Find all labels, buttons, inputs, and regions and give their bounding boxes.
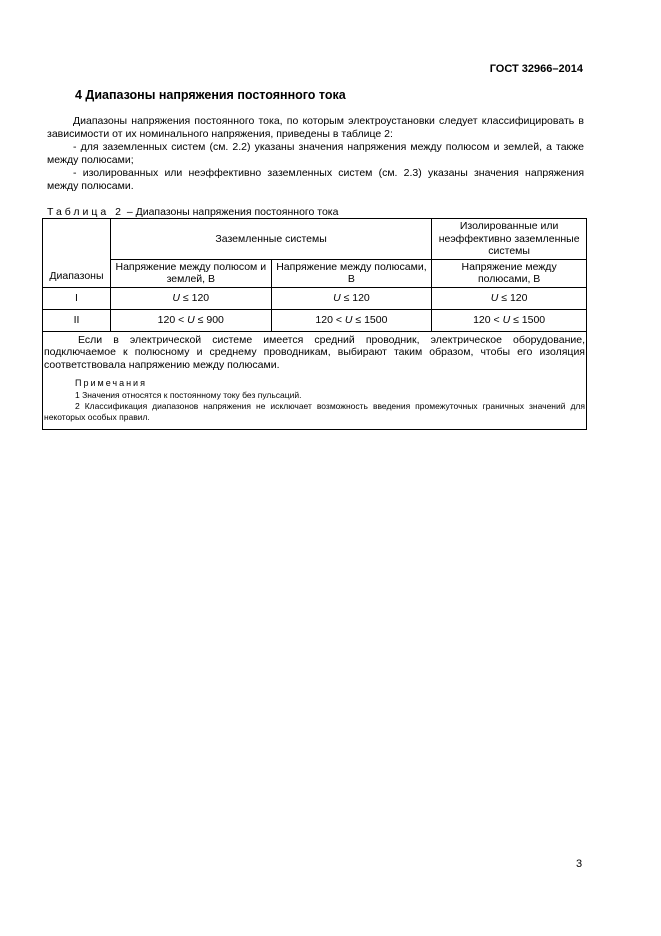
subheader-pole-ground: Напряжение между полюсом и землей, В [110, 259, 271, 287]
table-caption [47, 206, 338, 218]
table-caption-label: Таблица 2 [47, 206, 124, 218]
header-grounded: Заземленные системы [110, 219, 431, 260]
table-notes [43, 331, 587, 429]
subheader-isolated-poles: Напряжение между полюсами, В [432, 259, 587, 287]
paragraph-isolated: - изолированных или неэффективно заземленных систем (см. 2.3) указаны значения напряжения между полюсами. [47, 167, 584, 192]
note-2: 2 Классификация диапазонов напряжения не исключает возможность введения промежуточных граничных значений для некоторых особых правил. [44, 400, 585, 422]
table-row [43, 287, 587, 309]
header-ranges: Диапазоны [43, 219, 111, 288]
value-cell: U ≤ 120 [271, 287, 432, 309]
table-row [43, 309, 587, 331]
page-number: 3 [576, 858, 583, 870]
voltage-ranges-table [42, 218, 587, 430]
value-cell: 120 < U ≤ 1500 [271, 309, 432, 331]
subheader-poles: Напряжение между полюсами, В [271, 259, 432, 287]
range-cell: I [43, 287, 111, 309]
value-cell: U ≤ 120 [432, 287, 587, 309]
table-caption-text: – Диапазоны напряжения постоянного тока [123, 206, 339, 218]
table-footnote: Если в электрической системе имеется средний проводник, электрическое оборудование, подключаемое к полюсному и среднему проводникам, выбирают таким образом, чтобы его изоляция соответствовала напряжению между полюсами. [44, 333, 585, 371]
note-1: 1 Значения относятся к постоянному току без пульсаций. [75, 389, 302, 400]
body-text [47, 115, 584, 193]
range-cell: II [43, 309, 111, 331]
value-cell: U ≤ 120 [110, 287, 271, 309]
paragraph-intro: Диапазоны напряжения постоянного тока, по которым электроустановки следует классифицировать в зависимости от их номинального напряжения, приведены в таблице 2: [47, 115, 584, 140]
notes-heading: Примечания [75, 378, 147, 388]
value-cell: 120 < U ≤ 1500 [432, 309, 587, 331]
standard-number: ГОСТ 32966–2014 [489, 63, 583, 75]
value-cell: 120 < U ≤ 900 [110, 309, 271, 331]
header-isolated: Изолированные или неэффективно заземленные системы [432, 219, 587, 260]
paragraph-grounded: - для заземленных систем (см. 2.2) указаны значения напряжения между полюсом и землей, а также между полюсами; [47, 141, 584, 166]
section-title: 4 Диапазоны напряжения постоянного тока [75, 88, 346, 102]
